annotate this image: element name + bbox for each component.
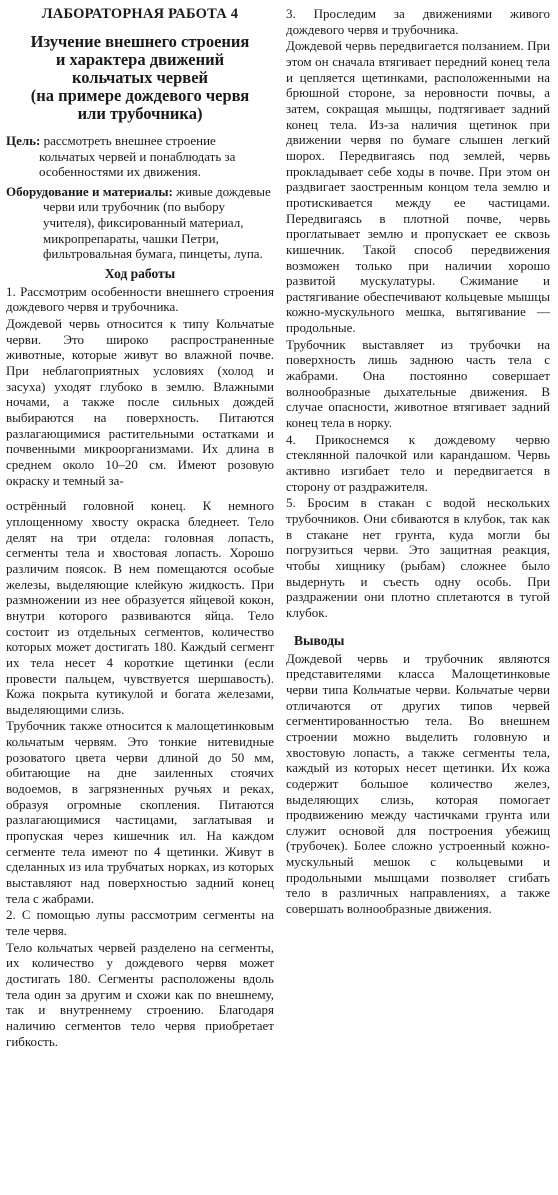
topic-line: и характера движений xyxy=(55,50,225,69)
segments-description: Тело кольчатых червей разделено на сегменты, их количество у дождевого червя может достигать 180. Сегменты расположены вдоль тела один за другим и схожи как по внешнему, так и внутреннему строению. Благодаря наличию сегментов тело червя приобретает гибкость. xyxy=(6,939,274,1049)
topic-line: кольчатых червей xyxy=(71,68,209,87)
left-column xyxy=(6,6,274,1195)
conclusion-text: Дождевой червь и трубочник являются представителями класса Малощетинковые черви типа Кольчатые черви. Кольчатые черви отличаются от других типов червей сегментированностью тела. Во внешнем строении можно выделить головную и хвостовую лопасть, а также сегменты тела, каждый из которых несет щетинки. Их кожа содержит большое количество желез, выделяющих слизь, которая помогает продвижению между частичками грунта или служит основой для построения убежищ (трубочек). Более сложно устроенный кожно-мускульный мешок с кольцевыми и продольными мышцами позволяет сгибать тело в различных направлениях, а также совершать волнообразные движения. xyxy=(286,650,550,917)
step-5: 5. Бросим в стакан с водой нескольких трубочников. Они сбиваются в клубок, так как в стакане нет грунта, куда могли бы погрузиться черви. Это защитная реакция, чтобы хищнику (рыбам) сложнее было выдернуть и съесть одну особь. При раздражении они плотно сплетаются в тугой клубок. xyxy=(286,495,550,620)
earthworm-description-cont: острённый головной конец. К немного уплощенному хвосту окраска бледнеет. Тело делят на три отдела: головная лопасть, сегменты тела и хвостовая лопасть. Хорошо различим поясок. В нем помещаются особые железы, выделяющие клейкую жидкость. При размножении из нее образуется яйцевой кокон, внутри которого развиваются яйца. Тело состоит из отдельных сегментов, количество которых может достигать 180. Каждый сегмент их тела несет 4 короткие щетинки (если провести пальцем, чувствуется шершавость). Кожа покрыта кутикулой и богата железами, выделяющими слизь. xyxy=(6,498,274,717)
equipment xyxy=(6,184,274,262)
earthworm-description: Дождевой червь относится к типу Кольчатые черви. Это широко распространенные животные, которые живут во влажной почве. При неблагоприятных условиях (холод и засуха) уходят глубоко в землю. Влажными ночами, а также после сильных дождей выбираются на поверхность. Питаются разлагающимися растительными остатками и почвенными микроорганизмами. Их длина в среднем около 10–20 см. Имеют розовую окраску и темный за- xyxy=(6,316,274,488)
earthworm-movement: Дождевой червь передвигается ползанием. При этом он сначала втягивает передний конец тела и цепляется щетинками, расположенными на брюшной стороне, за неровности почвы, а затем, сокращая мышцы, подтягивает задний конец тела. Из-за наличия щетинок при движении червя по бумаге слышен легкий шорох. Передвигаясь под землей, червь прокладывает себе ходы в почве. При этом он раздвигает заостренным концом тела землю и протискивается между ее частицами. Передвигаясь в плотной почве, червь проглатывает землю и пропускает ее сквозь кишечник. Такой способ передвижения возможен только при наличии хорошо развитой мускулатуры. Сжимание и растягивание обеспечивают кольцевые мышцы кожно-мускульного мешка, вытягивание — продольные. xyxy=(286,38,550,336)
lab-title: ЛАБОРАТОРНАЯ РАБОТА 4 xyxy=(41,6,239,22)
step-1: 1. Рассмотрим особенности внешнего строения дождевого червя и трубочника. xyxy=(6,283,274,315)
right-column xyxy=(286,6,550,1195)
step-2: 2. С помощью лупы рассмотрим сегменты на теле червя. xyxy=(6,907,274,938)
page-gap xyxy=(6,489,274,498)
tubifex-movement: Трубочник выставляет из трубочки на поверхность лишь заднюю часть тела с жабрами. Она постоянно совершает волнообразные дыхательные движения. В случае опасности, животное втягивает задний конец тела в норку. xyxy=(286,336,550,431)
goal-text: рассмотреть внешнее строение кольчатых червей и понаблюдать за особенностями их движения. xyxy=(39,133,236,180)
equipment-label: Оборудование и материалы: xyxy=(6,183,173,199)
equipment-text: живые дождевые черви или трубочник (по выбору учителя), фиксированный материал, микропрепараты, чашки Петри, фильтровальная бумага, пинцеты, лупа. xyxy=(43,183,271,262)
step-3: 3. Проследим за движениями живого дождевого червя и трубочника. xyxy=(286,6,550,37)
tubifex-description: Трубочник также относится к малощетинковым кольчатым червям. Это тонкие нитевидные розоватого цвета черви длиной до 50 мм, обитающие на дне заиленных стоячих водоемов, в загрязненных ручьях и реках, образуя огромные скопления. Питаются разлагающимися частицами, заглатывая и пропуская через кишечник ил. На каждом сегменте тела имеют по 4 щетинки. Живут в сделанных из ила трубчатых норках, из которых выставляют над поверхностью задний конец тела с жабрами. xyxy=(6,718,274,906)
topic-line: или трубочника) xyxy=(77,104,203,123)
step-4: 4. Прикоснемся к дождевому червю стеклянной палочкой или карандашом. Червь активно изгибает тело и передвигается в сторону от раздражителя. xyxy=(286,431,550,494)
progress-heading: Ход работы xyxy=(104,265,176,281)
goal-label: Цель: xyxy=(6,133,41,148)
topic-line: Изучение внешнего строения xyxy=(30,32,250,51)
topic-line: (на примере дождевого червя xyxy=(30,86,250,105)
goal xyxy=(6,133,274,180)
conclusion-heading: Выводы xyxy=(294,632,345,648)
topic-title xyxy=(6,33,274,123)
